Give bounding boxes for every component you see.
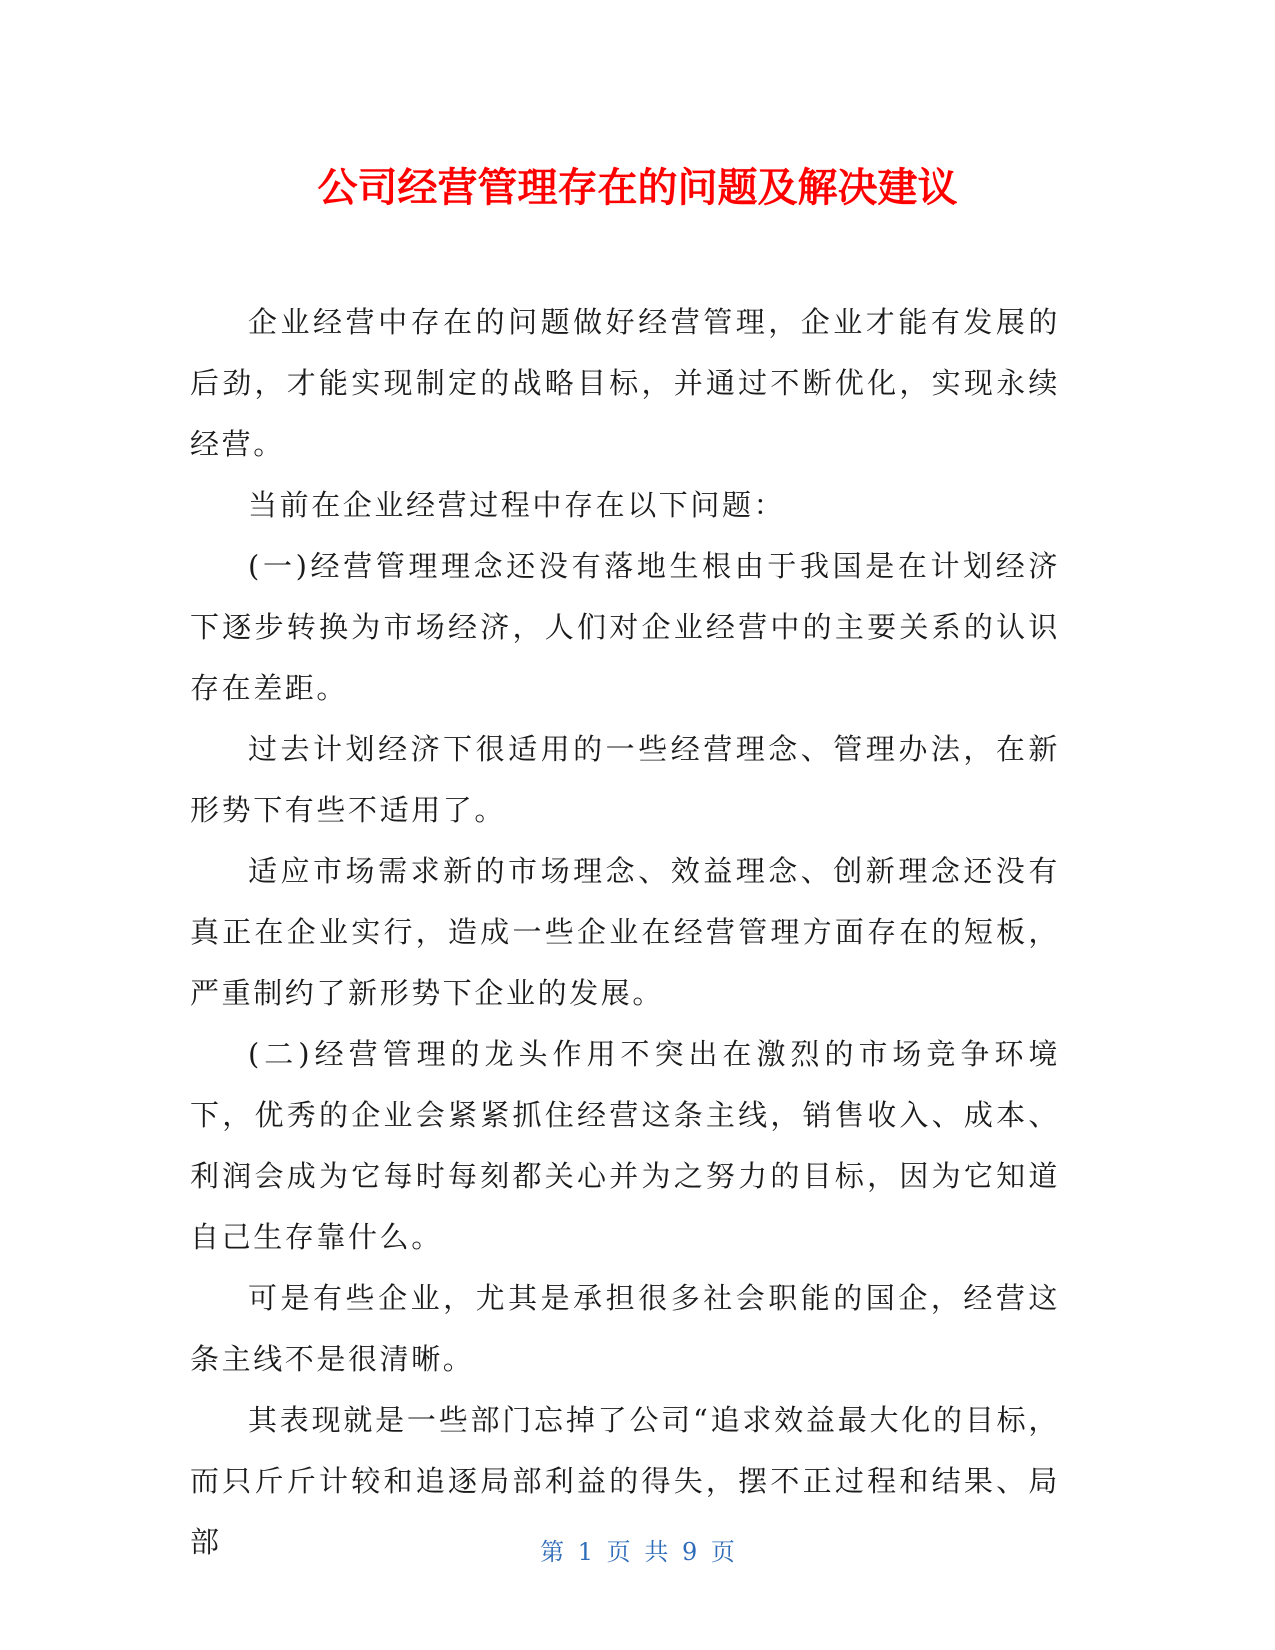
- footer-prefix: 第: [540, 1538, 565, 1566]
- footer-page-word: 页: [606, 1538, 631, 1566]
- footer-total-suffix: 页: [710, 1538, 735, 1566]
- paragraph: 当前在企业经营过程中存在以下问题：: [248, 488, 786, 522]
- footer-total-prefix: 共: [644, 1538, 669, 1566]
- paragraph: (一)经营管理理念还没有落地生根由于我国是在计划经济下逐步转换为市场经济，人们对企业经营中的主要关系的认识存在差距。: [190, 549, 1060, 705]
- paragraph: 企业经营中存在的问题做好经营管理，企业才能有发展的后劲，才能实现制定的战略目标，并通过不断优化，实现永续经营。: [190, 305, 1060, 461]
- paragraph: 适应市场需求新的市场理念、效益理念、创新理念还没有真正在企业实行，造成一些企业在经营管理方面存在的短板，严重制约了新形势下企业的发展。: [190, 854, 1060, 1010]
- total-page-number: 9: [681, 1538, 698, 1566]
- document-body: [190, 292, 1060, 1573]
- paragraph: (二)经营管理的龙头作用不突出在激烈的市场竞争环境下，优秀的企业会紧紧抓住经营这条主线，销售收入、成本、利润会成为它每时每刻都关心并为之努力的目标，因为它知道自己生存靠什么。: [190, 1037, 1060, 1254]
- page-title: 公司经营管理存在的问题及解决建议: [317, 165, 958, 211]
- current-page-number: 1: [577, 1538, 594, 1566]
- page-number-footer: [0, 1537, 1275, 1567]
- paragraph: 过去计划经济下很适用的一些经营理念、管理办法，在新形势下有些不适用了。: [190, 732, 1060, 827]
- paragraph: 可是有些企业，尤其是承担很多社会职能的国企，经营这条主线不是很清晰。: [190, 1281, 1060, 1376]
- paragraph: 其表现就是一些部门忘掉了公司“追求效益最大化的目标，而只斤斤计较和追逐局部利益的得失，摆不正过程和结果、局部: [190, 1403, 1060, 1559]
